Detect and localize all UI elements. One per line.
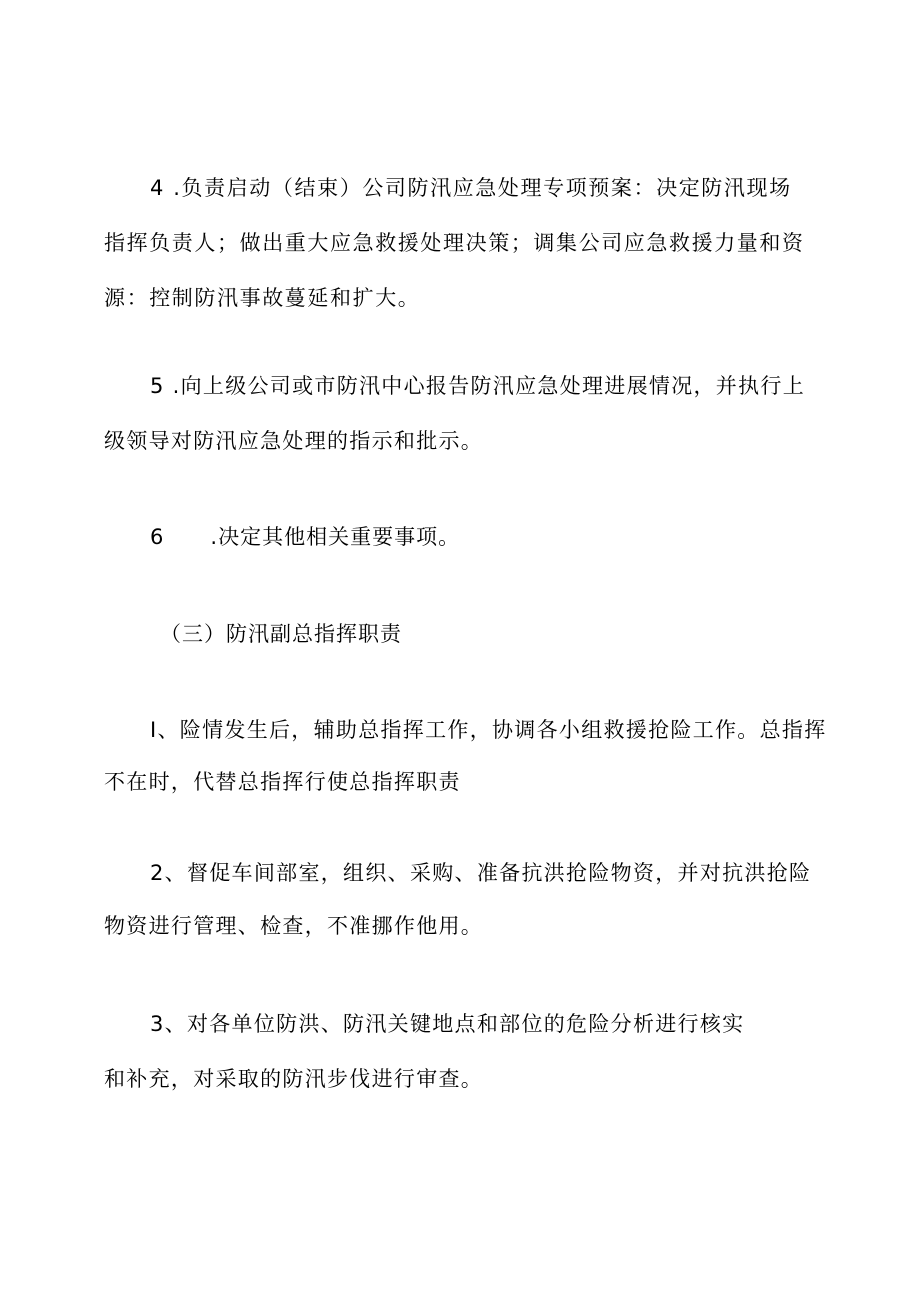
paragraph-5-line-2: 级领导对防汛应急处理的指示和批示。 bbox=[104, 429, 484, 453]
paragraph-4-line-1: 4 .负责启动（结束）公司防汛应急处理专项预案：决定防汛现场 bbox=[150, 176, 792, 200]
item-3-line-2: 和补充，对采取的防汛步伐进行审查。 bbox=[104, 1067, 484, 1091]
section-heading: （三）防汛副总指挥职责 bbox=[160, 622, 402, 646]
paragraph-6-line-1: 6 .决定其他相关重要事项。 bbox=[150, 525, 461, 549]
paragraph-4-line-2: 指挥负责人；做出重大应急救援处理决策；调集公司应急救援力量和资 bbox=[104, 231, 805, 255]
item-1-line-1: I、险情发生后，辅助总指挥工作，协调各小组救援抢险工作。总指挥 bbox=[150, 718, 827, 742]
item-2-line-1: 2、督促车间部室，组织、采购、准备抗洪抢险物资，并对抗洪抢险 bbox=[150, 861, 812, 885]
item-1-line-2: 不在时，代替总指挥行使总指挥职责 bbox=[104, 770, 461, 794]
paragraph-4-line-3: 源：控制防汛事故蔓延和扩大。 bbox=[104, 286, 421, 310]
item-3-line-1: 3、对各单位防洪、防汛关键地点和部位的危险分析进行核实 bbox=[150, 1012, 745, 1036]
item-2-line-2: 物资进行管理、检查，不准挪作他用。 bbox=[104, 914, 484, 938]
paragraph-5-line-1: 5 .向上级公司或市防汛中心报告防汛应急处理进展情况，并执行上 bbox=[150, 374, 806, 398]
